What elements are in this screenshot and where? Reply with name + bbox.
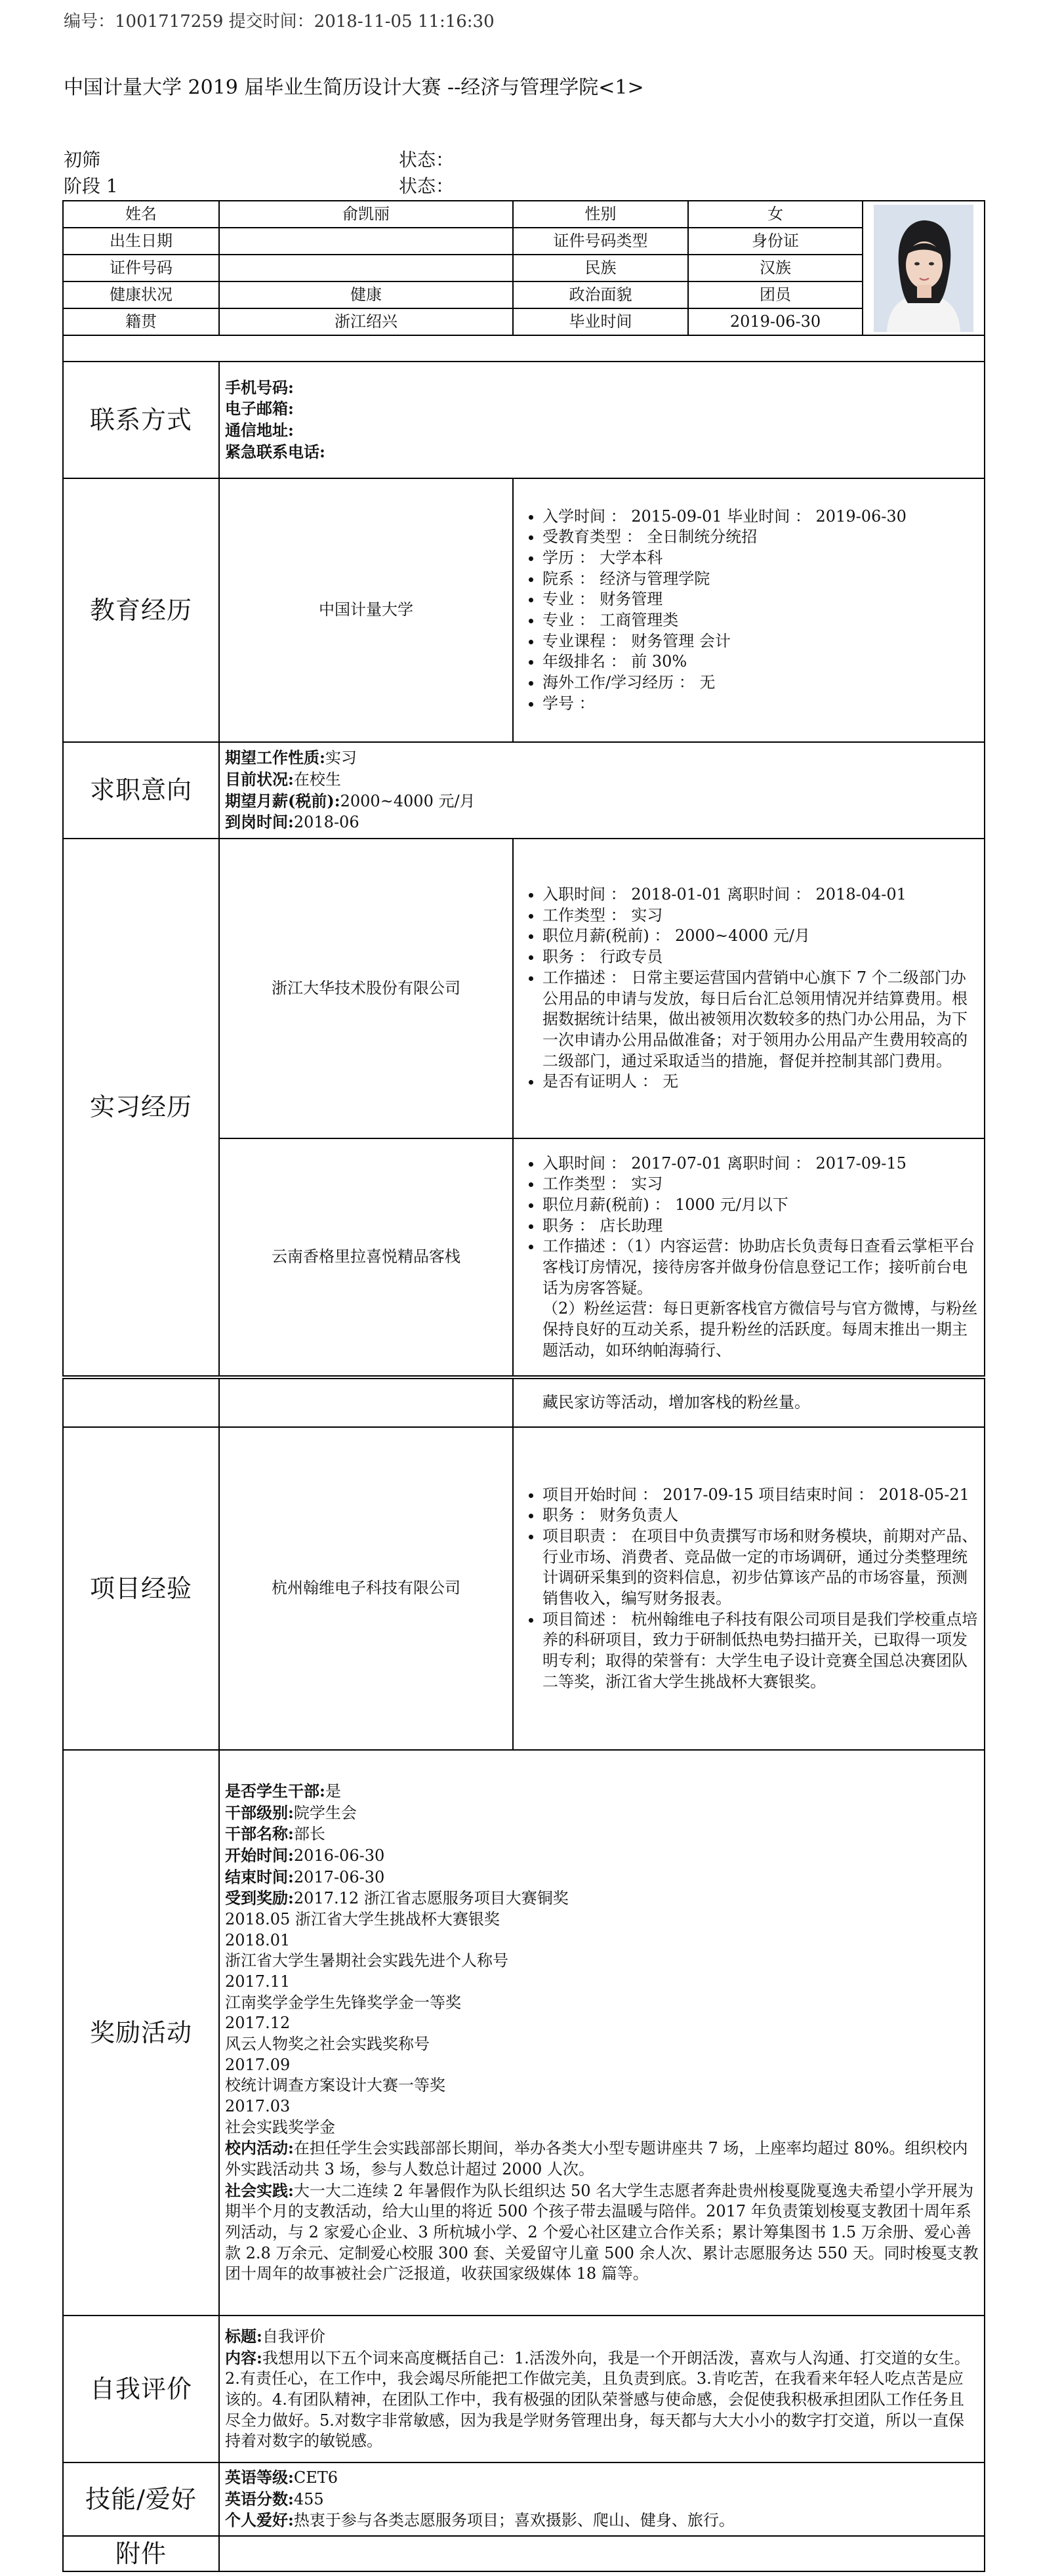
internship-job-row: [63, 839, 985, 1138]
internship-title: 实习经历: [63, 839, 219, 1376]
awards-value: 2017.11: [225, 1972, 291, 1991]
list-item: • 专业课程 ： 财务管理 会计: [542, 631, 979, 652]
list-item: • 工作描述 ：（1）内容运营：协助店长负责每日查看云掌柜平台客栈订房情况，接待房客并做身份信息登记工作；接听前台电话为房客答疑。: [542, 1236, 979, 1298]
resume-table-continued: [62, 1378, 985, 2572]
awards-label: 是否学生干部:: [225, 1781, 325, 1800]
id-type-label: 证件号码类型: [513, 228, 688, 255]
list-item: • 海外工作/学习经历 ： 无: [542, 673, 979, 694]
basic-row: [63, 255, 985, 281]
political-status-label: 政治面貌: [513, 281, 688, 308]
ethnicity-value: 汉族: [688, 255, 863, 281]
awards-value: 2017.09: [225, 2055, 291, 2074]
round2-status-label: 状态：: [399, 175, 455, 197]
awards-value: 部长: [293, 1825, 325, 1844]
awards-value: 2016-06-30: [293, 1846, 385, 1865]
attachment-title: 附件: [63, 2536, 219, 2571]
list-item: • 项目职责 ： 在项目中负责撰写市场和财务模块，前期对产品、行业市场、消费者、竞品做一定的市场调研，通过分类整理统计调研采集到的资料信息，初步估算该产品的市场容量，预测销售收入，编写财务报表。: [542, 1526, 979, 1610]
intent-label: 目前状况:: [225, 769, 294, 789]
internship-org: 浙江大华技术股份有限公司: [219, 839, 513, 1138]
skills-title: 技能/爱好: [63, 2462, 219, 2536]
intent-value: 在校生: [293, 770, 341, 789]
list-item: • 工作类型 ： 实习: [542, 1174, 979, 1195]
round1-label: 初筛: [64, 149, 101, 171]
id-number-value: [219, 255, 513, 281]
awards-label: 受到奖励:: [225, 1888, 294, 1908]
internship-details: [513, 839, 985, 1138]
graduation-value: 2019-06-30: [688, 308, 863, 335]
skills-section: [63, 2462, 985, 2536]
internship-continued-row: [63, 1379, 985, 1427]
birthdate-value: [219, 228, 513, 255]
education-school: 中国计量大学: [219, 478, 513, 742]
contact-section: [63, 362, 985, 478]
serial-and-submit-time: 编号：1001717259 提交时间：2018-11-05 11:16:30: [64, 12, 495, 31]
awards-value: 2017.12: [225, 2014, 291, 2033]
job-intent-section: [63, 742, 985, 839]
awards-value: 是: [325, 1781, 341, 1800]
awards-value: 社会实践奖学金: [225, 2117, 335, 2136]
skills-content: [219, 2462, 985, 2536]
intent-value: 实习: [325, 749, 357, 768]
list-item: • 职位月薪(税前) ： 1000 元/月以下: [542, 1195, 979, 1216]
skills-label: 英语分数:: [225, 2489, 294, 2508]
email-label: 电子邮箱:: [225, 399, 294, 419]
self-evaluation-content: [219, 2316, 985, 2462]
skills-value: CET6: [293, 2468, 338, 2487]
project-title: 项目经验: [63, 1427, 219, 1750]
hometown-label: 籍贯: [63, 308, 219, 335]
job-intent-content: [219, 742, 985, 839]
emergency-phone-label: 紧急联系电话:: [225, 442, 325, 461]
internship-continued-text: 藏民家访等活动，增加客栈的粉丝量。: [513, 1379, 985, 1427]
skills-label: 个人爱好:: [225, 2510, 294, 2530]
awards-value: 在担任学生会实践部部长期间，举办各类大小型专题讲座共 7 场，上座率均超过 80%。组织校内外实践活动共 3 场，参与人数总计超过 2000 人次。: [225, 2139, 968, 2179]
awards-value: 院学生会: [293, 1803, 357, 1822]
awards-content: [219, 1750, 985, 2316]
list-item: • 工作描述 ： 日常主要运营国内营销中心旗下 7 个二级部门办公用品的申请与发放，每日后台汇总领用情况并结算费用。根据数据统计结果，做出被领用次数较多的热门办公用品，为下一次申请办公用品做准备；对于领用办公用品产生费用较高的二级部门，通过采取适当的措施，督促并控制其部门费用。: [542, 968, 979, 1071]
list-item: • 专业 ： 工商管理类: [542, 610, 979, 631]
health-value: 健康: [219, 281, 513, 308]
address-label: 通信地址:: [225, 421, 294, 440]
internship-details: [513, 1138, 985, 1376]
birthdate-label: 出生日期: [63, 228, 219, 255]
awards-value: 2018.05 浙江省大学生挑战杯大赛银奖: [225, 1909, 500, 1928]
profile-photo: [874, 205, 973, 332]
round2-label: 阶段 1: [64, 175, 118, 197]
list-item: • 学号 ：: [542, 694, 979, 715]
basic-row: [63, 228, 985, 255]
job-intent-title: 求职意向: [63, 742, 219, 839]
self-evaluation-title: 自我评价: [63, 2316, 219, 2462]
attachment-section: [63, 2536, 985, 2571]
awards-label: 社会实践:: [225, 2180, 294, 2200]
awards-label: 校内活动:: [225, 2138, 294, 2158]
education-title: 教育经历: [63, 478, 219, 742]
project-org: 杭州翰维电子科技有限公司: [219, 1427, 513, 1750]
project-section: [63, 1427, 985, 1750]
list-item: • 院系 ： 经济与管理学院: [542, 569, 979, 590]
spacer-row: [63, 335, 985, 362]
awards-section: [63, 1750, 985, 2316]
education-details: [513, 478, 985, 742]
awards-label: 结束时间:: [225, 1867, 294, 1886]
list-item: • 项目开始时间 ： 2017-09-15 项目结束时间 ： 2018-05-21: [542, 1485, 979, 1506]
name-label: 姓名: [63, 201, 219, 228]
list-item: • 入职时间 ： 2017-07-01 离职时间 ： 2017-09-15: [542, 1153, 979, 1174]
list-item: • 入职时间 ： 2018-01-01 离职时间 ： 2018-04-01: [542, 884, 979, 905]
graduation-label: 毕业时间: [513, 308, 688, 335]
list-item: • 受教育类型 ： 全日制统分统招: [542, 527, 979, 548]
internship-list: [519, 1153, 979, 1299]
intent-label: 期望工作性质:: [225, 748, 325, 768]
awards-label: 开始时间:: [225, 1845, 294, 1865]
intent-value: 2000~4000 元/月: [340, 791, 476, 810]
political-status-value: 团员: [688, 281, 863, 308]
gender-label: 性别: [513, 201, 688, 228]
awards-label: 干部名称:: [225, 1824, 294, 1844]
self-evaluation-section: [63, 2316, 985, 2462]
awards-value: 2017.12 浙江省志愿服务项目大赛铜奖: [293, 1889, 569, 1908]
list-item: • 职务 ： 财务负责人: [542, 1505, 979, 1526]
awards-title: 奖励活动: [63, 1750, 219, 2316]
awards-value: 风云人物奖之社会实践奖称号: [225, 2035, 430, 2053]
skills-label: 英语等级:: [225, 2467, 294, 2487]
awards-value: 2018.01: [225, 1930, 291, 1949]
round1-status-label: 状态：: [399, 149, 455, 171]
self-eval-content-label: 内容:: [225, 2348, 262, 2367]
awards-label: 干部级别:: [225, 1802, 294, 1822]
list-item: • 项目简述 ： 杭州翰维电子科技有限公司项目是我们学校重点培养的科研项目，致力于研制低热电势扫描开关，已取得一项发明专利；取得的荣誉有：大学生电子设计竞赛全国总决赛团队二等奖，浙江省大学生挑战杯大赛银奖。: [542, 1610, 979, 1693]
list-item: • 专业 ： 财务管理: [542, 589, 979, 610]
intent-label: 到岗时间:: [225, 812, 294, 832]
self-eval-heading-value: 自我评价: [262, 2327, 325, 2346]
internship-list: [519, 884, 979, 1092]
awards-value: 大一大二连续 2 年暑假作为队长组织达 50 名大学生志愿者奔赴贵州梭戛陇戛逸夫希望小学开展为期半个月的支教活动，给大山里的将近 500 个孩子带去温暖与陪伴。2017 年负责策划梭戛支教团十周年系列活动，与 2 家爱心企业、3 所杭城小学、2 个爱心社区建立合作关系；累计筹集图书 1.5 万余册、爱心善款 2.8 万余元、定制爱心校服 300 套、关爱留守儿童 500 余人次、累计志愿服务达 550 天。同时梭戛支教团十周年的故事被社会广泛报道，收获国家级媒体 18 篇等。: [225, 2181, 979, 2283]
attachment-content: [219, 2536, 985, 2571]
skills-value: 455: [293, 2489, 324, 2508]
list-item: • 是否有证明人 ： 无: [542, 1071, 979, 1092]
id-type-value: 身份证: [688, 228, 863, 255]
health-label: 健康状况: [63, 281, 219, 308]
awards-value: 校统计调查方案设计大赛一等奖: [225, 2076, 445, 2095]
project-details: [513, 1427, 985, 1750]
list-item: • 职务 ： 店长助理: [542, 1216, 979, 1237]
self-eval-content-value: 我想用以下五个词来高度概括自己：1.活泼外向，我是一个开朗活泼，喜欢与人沟通、打交道的女生。2.有责任心，在工作中，我会竭尽所能把工作做完美，且负责到底。3.肯吃苦，在我看来年轻人吃点苦是应该的。4.有团队精神，在团队工作中，我有极强的团队荣誉感与使命感，会促使我积极承担团队工作任务且尽全力做好。5.对数字非常敏感，因为我是学财务管理出身，每天都与大大小小的数字打交道，所以一直保持着对数字的敏锐感。: [225, 2348, 970, 2451]
education-list: [519, 507, 979, 715]
contact-title: 联系方式: [63, 362, 219, 478]
self-eval-heading-label: 标题:: [225, 2326, 262, 2346]
basic-row: [63, 308, 985, 335]
ethnicity-label: 民族: [513, 255, 688, 281]
resume-table: [62, 200, 985, 1377]
awards-value: 2017.03: [225, 2097, 291, 2116]
list-item: • 职位月薪(税前) ： 2000~4000 元/月: [542, 926, 979, 947]
basic-row: [63, 201, 985, 228]
page-title: 中国计量大学 2019 届毕业生简历设计大赛 --经济与管理学院<1>: [64, 76, 644, 99]
list-item: • 学历 ： 大学本科: [542, 548, 979, 569]
list-item: • 工作类型 ： 实习: [542, 905, 979, 926]
photo-cell: [863, 201, 985, 335]
internship-extra-text: （2）粉丝运营：每日更新客栈官方微信号与官方微博，与粉丝保持良好的互动关系，提升粉丝的活跃度。每周末推出一期主题活动，如环纳帕海骑行、: [542, 1299, 978, 1360]
internship-org: 云南香格里拉喜悦精品客栈: [219, 1138, 513, 1376]
list-item: • 入学时间 ： 2015-09-01 毕业时间 ： 2019-06-30: [542, 507, 979, 528]
awards-value: 2017-06-30: [293, 1867, 385, 1886]
list-item: • 年级排名 ： 前 30%: [542, 652, 979, 673]
awards-value: 浙江省大学生暑期社会实践先进个人称号: [225, 1951, 508, 1970]
hometown-value: 浙江绍兴: [219, 308, 513, 335]
gender-value: 女: [688, 201, 863, 228]
skills-value: 热衷于参与各类志愿服务项目；喜欢摄影、爬山、健身、旅行。: [293, 2511, 735, 2530]
id-number-label: 证件号码: [63, 255, 219, 281]
intent-value: 2018-06: [293, 813, 359, 832]
phone-label: 手机号码:: [225, 377, 294, 397]
list-item: • 职务 ： 行政专员: [542, 947, 979, 968]
name-value: 俞凯丽: [219, 201, 513, 228]
project-list: [519, 1485, 979, 1693]
education-section: [63, 478, 985, 742]
basic-row: [63, 281, 985, 308]
contact-content: [219, 362, 985, 478]
intent-label: 期望月薪(税前):: [225, 791, 340, 810]
awards-value: 江南奖学金学生先锋奖学金一等奖: [225, 1993, 461, 2012]
